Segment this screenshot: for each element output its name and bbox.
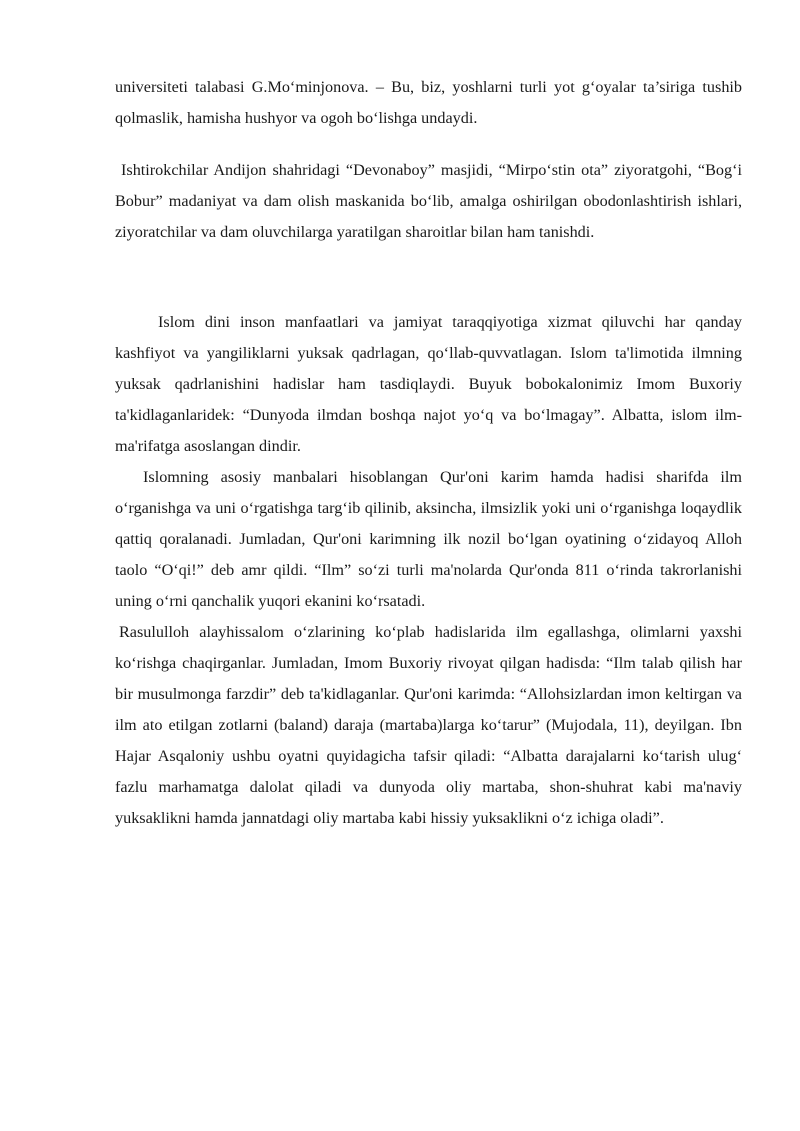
document-page [115,72,742,834]
paragraph-quran-hadith-sources: Islomning asosiy manbalari hisoblangan Qur'oni karim hamda hadisi sharifda ilm o‘rganishga va uni o‘rgatishga targ‘ib qilinib, aksincha, ilmsizlik yoki uni o‘rganishga loqaydlik qattiq qoralanadi. Jumladan, Qur'oni karimning ilk nozil bo‘lgan oyatining o‘zidayoq Alloh taolo “O‘qi!” deb amr qildi. “Ilm” so‘zi turli ma'nolarda Qur'onda 811 o‘rinda takrorlanishi uning o‘rni qanchalik yuqori ekanini ko‘rsatadi. [115,468,742,610]
paragraph-participants-visit: Ishtirokchilar Andijon shahridagi “Devonaboy” masjidi, “Mirpo‘stin ota” ziyoratgohi, “Bog‘i Bobur” madaniyat va dam olish maskanida bo‘lib, amalga oshirilgan obodonlashtirish ishlari, ziyoratchilar va dam oluvchilarga yaratilgan sharoitlar bilan ham tanishdi. [115,161,742,241]
paragraph-prophet-hadiths: Rasululloh alayhissalom o‘zlarining ko‘plab hadislarida ilm egallashga, olimlarni yaxshi ko‘rishga chaqirganlar. Jumladan, Imom Buxoriy rivoyat qilgan hadisda: “Ilm talab qilish har bir musulmonga farzdir” deb ta'kidlaganlar. Qur'oni karimda: “Allohsizlardan imon keltirgan va ilm ato etilgan zotlarni (baland) daraja (martaba)larga ko‘tarur” (Mujodala, 11), deyilgan. Ibn Hajar Asqaloniy ushbu oyatni quyidagicha tafsir qiladi: “Albatta darajalarni ko‘tarish ulug‘ fazlu marhamatga dalolat qiladi va dunyoda oliy martaba, shon-shuhrat kabi ma'naviy yuksaklikni hamda jannatdagi oliy martaba kabi hissiy yuksaklikni o‘z ichiga oladi”. [115,623,742,827]
paragraph-islam-knowledge: Islom dini inson manfaatlari va jamiyat taraqqiyotiga xizmat qiluvchi har qanday kashfiyot va yangiliklarni yuksak qadrlagan, qo‘llab-quvvatlagan. Islom ta'limotida ilmning yuksak qadrlanishini hadislar ham tasdiqlaydi. Buyuk bobokalonimiz Imom Buxoriy ta'kidlaganlaridek: “Dunyoda ilmdan boshqa najot yo‘q va bo‘lmagay”. Albatta, islom ilm-ma'rifatga asoslangan dindir. [115,313,742,455]
paragraph-student-quote: universiteti talabasi G.Mo‘minjonova. – Bu, biz, yoshlarni turli yot g‘oyalar ta’siriga tushib qolmaslik, hamisha hushyor va ogoh bo‘lishga undaydi. [115,78,742,127]
